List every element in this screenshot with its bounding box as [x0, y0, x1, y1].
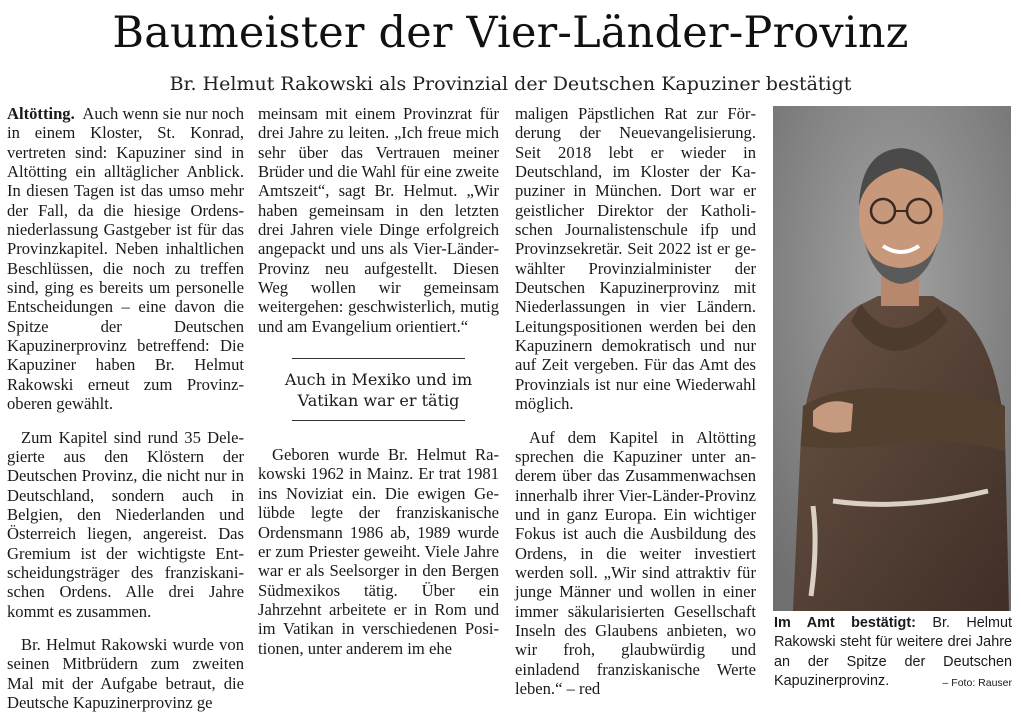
paragraph-text: Auch wenn sie nur noch in einem Kloster, St. Konrad, vertreten sind: Kapuziner sind in Altötting ein alltäglicher Anblick. In diesen Tagen ist das umso mehr der Fall, da die hiesige Ordensniederlassung Gastgeber ist für das Provinzkapitel. Neben inhaltlichen Beschlüssen, die noch zu treffen sind, ging es bereits um personelle Entscheidungen – eine davon die Spitze der Deutschen Kapuzinerprovinz betreffend: Die Kapuziner haben Br. Helmut Rakowski erneut zum Provinzoberen gewählt.: [7, 104, 244, 414]
headline: Baumeister der Vier-Länder-Provinz: [112, 8, 909, 58]
photo-credit: – Foto: Rauser: [942, 677, 1012, 690]
paragraph: Zum Kapitel sind rund 35 Delegierte aus den Klöstern der Deutschen Provinz, die nicht nur in Deutschland, sondern auch in Belgien, den Niederlanden und Österreich liegen, angereist. Das Gremium ist der wichtigste Entscheidungsträger des franziskanischen Ordens. Alle drei Jahre kommt es zusammen.: [7, 427, 244, 621]
dateline: Altötting.: [7, 104, 75, 123]
subheadline: Br. Helmut Rakowski als Provinzial der Deutschen Kapuziner bestätigt: [169, 73, 852, 95]
article-column-1: [7, 104, 244, 712]
portrait-illustration: [773, 106, 1011, 611]
divider: [292, 358, 465, 359]
portrait-photo: [773, 106, 1011, 611]
caption-text: Br. Helmut Rakowski steht für weitere drei Jahre an der Spitze der Deutschen Kapuzinerprovinz.: [774, 615, 1012, 690]
paragraph: [7, 104, 244, 414]
photo-caption: [774, 614, 1012, 694]
paragraph: meinsam mit einem Provinzrat für drei Jahre zu leiten. „Ich freue mich sehr über das Vertrauen meiner Brüder und die Wahl für eine zweite Amtszeit“, sagt Br. Helmut. „Wir haben gemeinsam in den letzten drei Jahren viele Dinge erfolgreich angepackt und uns als Vier-Länder-Provinz neu aufgestellt. Diesen Weg wollen wir gemeinsam weitergehen: geschwisterlich, mutig und am Evangelium orientiert.“: [258, 104, 499, 336]
interheadline: Auch in Mexiko und im Vatikan war er tätig: [284, 370, 473, 411]
divider: [292, 420, 465, 421]
paragraph: Br. Helmut Rakowski wurde von seinen Mitbrüdern zum zweiten Mal mit der Aufgabe betraut, die Deutsche Kapuzinerprovinz ge: [7, 634, 244, 712]
article-column-3: [515, 104, 756, 698]
paragraph: Geboren wurde Br. Helmut Rakowski 1962 in Mainz. Er trat 1981 ins Noviziat ein. Die ewigen Gelübde legte der franziskanische Ordensmann 1986 ab, 1989 wurde er zum Priester geweiht. Viele Jahre war er als Seelsorger in den Bergen Südmexikos tätig. Über ein Jahrzehnt arbeitete er in Rom und im Vatikan in verschiedenen Positionen, unter anderem im ehe: [258, 445, 499, 658]
article-column-2: [258, 104, 499, 658]
paragraph: maligen Päpstlichen Rat zur Förderung der Neuevangelisierung. Seit 2018 lebt er wieder in Deutschland, im Kloster der Kapuziner in München. Dort war er geistlicher Direktor der Katholischen Journalistenschule ifp und Provinzsekretär. Seit 2022 ist er gewählter Provinzialminister der Deutschen Kapuzinerprovinz mit Niederlassungen in vier Ländern. Leitungspositionen werden bei den Kapuzinern demokratisch und nur auf Zeit vergeben. Für das Amt des Provinzials ist nur eine Wiederwahl möglich.: [515, 104, 756, 414]
interheadline-block: [258, 358, 499, 421]
paragraph: Auf dem Kapitel in Altötting sprechen die Kapuziner unter anderem über das Zusammenwachsen innerhalb ihrer Vier-Länder-Provinz und in ganz Europa. Ein wichtiger Fokus ist auch die Ausbildung des Ordens, in die weiter investiert werden soll. „Wir sind attraktiv für junge Männer und wollen in einer immer säkularisierten Gesellschaft Inseln des Glaubens anbieten, wo wir froh, glaubwürdig und einladend franziskanische Werte leben.“ – red: [515, 427, 756, 698]
caption-lead: Im Amt bestätigt:: [774, 615, 916, 631]
caption-paragraph: [774, 614, 1012, 692]
